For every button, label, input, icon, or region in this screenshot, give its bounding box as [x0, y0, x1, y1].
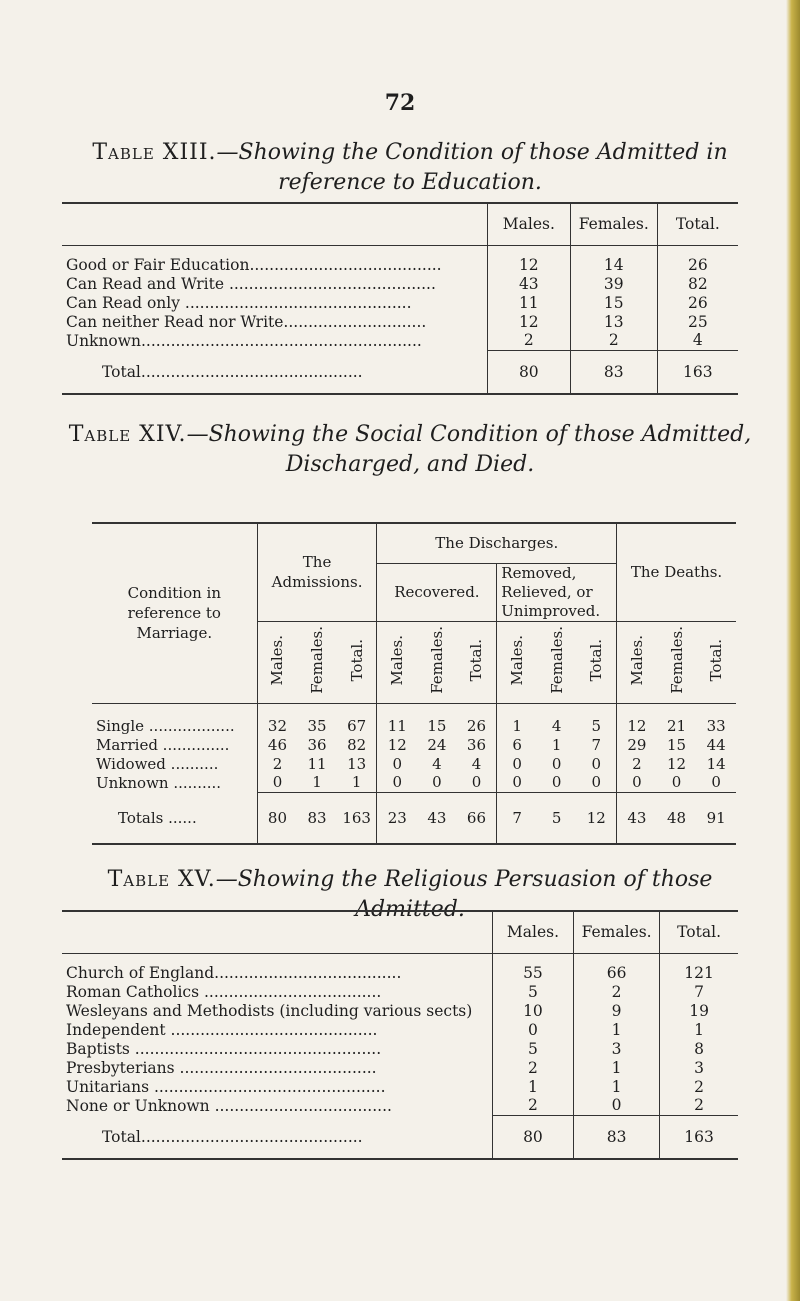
table14-removed-header: Removed, Relieved, or Unimproved. [497, 563, 617, 621]
row-label: Can Read only .............................................. [66, 293, 412, 312]
subheader-label: Total. [587, 638, 606, 682]
row-label: Unknown .......... [96, 773, 222, 792]
table15-blank-header [62, 911, 492, 953]
cell-value: 24 [427, 735, 447, 754]
cell-value: 11 [487, 293, 570, 312]
table15-caption-title: —Showing the Religious Persuasion of those Admitted. [215, 867, 713, 922]
cell-value: 2 [487, 331, 570, 350]
cell-value: 14 [706, 754, 726, 773]
subheader-label: Total. [347, 638, 366, 682]
cell-value: 0 [392, 754, 403, 773]
cell-value: 1 [694, 1020, 705, 1039]
table14-caption-title: —Showing the Social Condition of those Admitted, Discharged, and Died. [186, 422, 752, 477]
cell-value: 2 [694, 1077, 705, 1096]
table13-header-males: Males. [487, 203, 570, 245]
total-value: 163 [657, 350, 738, 394]
total-value: 23 [377, 792, 417, 844]
table13-caption-prefix: Table XIII. [92, 140, 217, 165]
table13-caption [60, 138, 760, 198]
subheader-cell [377, 621, 417, 703]
row-label: Unitarians ............................................... [66, 1077, 386, 1096]
cell-value: 12 [487, 245, 570, 274]
row-label: Presbyterians ........................................ [66, 1058, 377, 1077]
table14-admissions-header: The Admissions. [257, 523, 377, 621]
cell-value: 35 [307, 717, 327, 735]
cell-value: 3 [694, 1058, 705, 1077]
cell-value: 7 [694, 982, 705, 1001]
table14-recovered-header: Recovered. [377, 563, 497, 621]
cell-value: 66 [574, 953, 660, 982]
cell-value: 44 [706, 735, 726, 754]
cell-value: 4 [551, 717, 562, 735]
table13-caption-title: —Showing the Condition of those Admitted in reference to Education. [216, 140, 728, 195]
total-value: 163 [660, 1115, 738, 1159]
total-value: 80 [257, 792, 297, 844]
table-row [62, 1096, 738, 1115]
subheader-label: Total. [467, 638, 486, 682]
subheader-cell [497, 621, 537, 703]
cell-value: 1 [512, 717, 522, 735]
cell-value: 1 [574, 1020, 660, 1039]
total-value: 43 [417, 792, 457, 844]
cell-value: 0 [392, 773, 403, 792]
cell-value: 6 [512, 735, 522, 754]
cell-value: 0 [551, 773, 562, 792]
subheader-cell [696, 621, 736, 703]
cell-value: 55 [492, 953, 573, 982]
subheader-label: Females. [427, 626, 446, 694]
subheader-cell [657, 621, 697, 703]
cell-value: 67 [337, 703, 377, 735]
cell-value: 19 [689, 1001, 709, 1020]
total-row [62, 1115, 738, 1159]
cell-value: 2 [492, 1096, 573, 1115]
cell-value: 32 [257, 703, 297, 735]
cell-value: 2 [574, 982, 660, 1001]
subheader-label: Males. [388, 634, 407, 686]
subheader-cell [337, 621, 377, 703]
cell-value: 33 [706, 717, 726, 735]
subheader-label: Males. [627, 634, 646, 686]
cell-value: 2 [694, 1096, 705, 1115]
cell-value: 4 [432, 754, 442, 773]
table-row [62, 1001, 738, 1020]
table14-discharges-header: The Discharges. [377, 523, 617, 563]
row-label: Widowed .......... [96, 754, 219, 773]
total-value: 12 [576, 792, 616, 844]
cell-value: 0 [574, 1096, 660, 1115]
subheader-label: Males. [268, 634, 287, 686]
cell-value: 5 [492, 1039, 573, 1058]
cell-value: 43 [487, 274, 570, 293]
cell-value: 13 [570, 312, 657, 331]
cell-value: 2 [492, 1058, 573, 1077]
cell-value: 0 [457, 773, 497, 792]
total-value: 7 [497, 792, 537, 844]
cell-value: 26 [687, 293, 708, 312]
cell-value: 9 [574, 1001, 660, 1020]
row-label: Roman Catholics .................................... [66, 982, 382, 1001]
cell-value: 46 [257, 735, 297, 754]
cell-value: 15 [427, 717, 447, 735]
table13-blank-header [62, 203, 487, 245]
cell-value: 12 [666, 754, 687, 773]
cell-value: 4 [457, 754, 497, 773]
cell-value: 1 [574, 1077, 660, 1096]
cell-value: 0 [632, 773, 642, 792]
cell-value: 14 [570, 245, 657, 274]
cell-value: 2 [570, 331, 657, 350]
page-edge [786, 0, 800, 1301]
table14-deaths-header: The Deaths. [617, 523, 736, 621]
cell-value: 26 [687, 256, 708, 274]
subheader-label: Total. [707, 638, 726, 682]
cell-value: 15 [570, 293, 657, 312]
cell-value: 0 [257, 773, 297, 792]
cell-value: 0 [512, 754, 522, 773]
subheader-label: Females. [308, 626, 327, 694]
total-value: 80 [492, 1115, 573, 1159]
table14-caption-prefix: Table XIV. [68, 422, 187, 447]
cell-value: 8 [694, 1039, 705, 1058]
table-row [62, 331, 738, 350]
table15-header-males: Males. [492, 911, 573, 953]
cell-value: 0 [551, 754, 562, 773]
cell-value: 11 [387, 717, 407, 735]
table-row [92, 703, 736, 735]
cell-value: 1 [337, 773, 377, 792]
cell-value: 82 [687, 274, 708, 293]
cell-value: 0 [432, 773, 442, 792]
cell-value: 82 [337, 735, 377, 754]
total-label: Totals ...... [92, 792, 257, 844]
table-row [92, 735, 736, 754]
total-row [62, 350, 738, 394]
cell-value: 0 [576, 754, 616, 773]
row-label: Good or Fair Education....................................... [66, 256, 442, 274]
cell-value: 12 [387, 735, 407, 754]
cell-value: 1 [551, 735, 562, 754]
table-row [62, 982, 738, 1001]
cell-value: 2 [257, 754, 297, 773]
cell-value: 39 [570, 274, 657, 293]
subheader-cell [537, 621, 577, 703]
total-value: 83 [574, 1115, 660, 1159]
page-number: 72 [384, 90, 416, 116]
table-row [62, 1077, 738, 1096]
table-row [62, 293, 738, 312]
row-label: Church of England...................................... [66, 964, 402, 982]
cell-value: 29 [627, 735, 647, 754]
total-value: 83 [570, 350, 657, 394]
cell-value: 3 [574, 1039, 660, 1058]
cell-value: 21 [666, 717, 687, 735]
table-row [62, 953, 738, 982]
cell-value: 10 [492, 1001, 573, 1020]
table14-row-header: Condition in reference to Marriage. [92, 523, 257, 703]
row-label: Married .............. [96, 735, 230, 754]
table-row [62, 1058, 738, 1077]
table13-header-total: Total. [657, 203, 738, 245]
cell-value: 12 [487, 312, 570, 331]
table-row [62, 1039, 738, 1058]
total-label: Total............................................. [62, 350, 487, 394]
row-label: None or Unknown .................................... [66, 1096, 392, 1115]
cell-value: 2 [632, 754, 642, 773]
table-row [62, 1020, 738, 1039]
cell-value: 5 [492, 982, 573, 1001]
subheader-cell [457, 621, 497, 703]
table14 [92, 522, 736, 845]
table13-header-females: Females. [570, 203, 657, 245]
subheader-label: Females. [547, 626, 566, 694]
table15-caption-prefix: Table XV. [107, 867, 216, 892]
cell-value: 0 [711, 773, 721, 792]
table15-header-total: Total. [660, 911, 738, 953]
cell-value: 26 [457, 703, 497, 735]
cell-value: 25 [687, 312, 708, 331]
total-row [92, 792, 736, 844]
row-label: Unknown......................................................... [66, 331, 422, 350]
subheader-label: Males. [508, 634, 527, 686]
cell-value: 0 [512, 773, 522, 792]
table-row [62, 274, 738, 293]
cell-value: 12 [627, 717, 647, 735]
total-value: 163 [337, 792, 377, 844]
total-value: 91 [696, 792, 736, 844]
row-label: Single .................. [96, 717, 235, 735]
subheader-cell [257, 621, 297, 703]
table15 [62, 910, 738, 1160]
total-value: 5 [537, 792, 577, 844]
table-row [92, 773, 736, 792]
table-row [62, 312, 738, 331]
subheader-cell [297, 621, 337, 703]
cell-value: 36 [457, 735, 497, 754]
cell-value: 5 [576, 703, 616, 735]
subheader-cell [617, 621, 657, 703]
subheader-label: Females. [667, 626, 686, 694]
total-value: 83 [297, 792, 337, 844]
cell-value: 121 [684, 964, 714, 982]
cell-value: 15 [666, 735, 687, 754]
cell-value: 36 [307, 735, 327, 754]
total-value: 48 [657, 792, 697, 844]
row-label: Wesleyans and Methodists (including various sects) [66, 1001, 473, 1020]
cell-value: 7 [576, 735, 616, 754]
cell-value: 1 [312, 773, 322, 792]
table14-caption [60, 420, 760, 480]
cell-value: 13 [337, 754, 377, 773]
cell-value: 1 [574, 1058, 660, 1077]
row-label: Baptists .................................................. [66, 1039, 382, 1058]
cell-value: 11 [307, 754, 327, 773]
total-value: 80 [487, 350, 570, 394]
cell-value: 1 [492, 1077, 573, 1096]
total-label: Total............................................. [62, 1115, 492, 1159]
row-label: Can Read and Write .......................................... [66, 274, 436, 293]
cell-value: 0 [576, 773, 616, 792]
subheader-cell [417, 621, 457, 703]
row-label: Independent .......................................... [66, 1020, 378, 1039]
total-value: 66 [457, 792, 497, 844]
table13 [62, 202, 738, 395]
table15-header-females: Females. [574, 911, 660, 953]
cell-value: 0 [492, 1020, 573, 1039]
cell-value: 0 [671, 773, 682, 792]
row-label: Can neither Read nor Write............................. [66, 312, 427, 331]
cell-value: 4 [692, 331, 703, 350]
table-row [92, 754, 736, 773]
subheader-cell [576, 621, 616, 703]
table-row [62, 245, 738, 274]
total-value: 43 [617, 792, 657, 844]
